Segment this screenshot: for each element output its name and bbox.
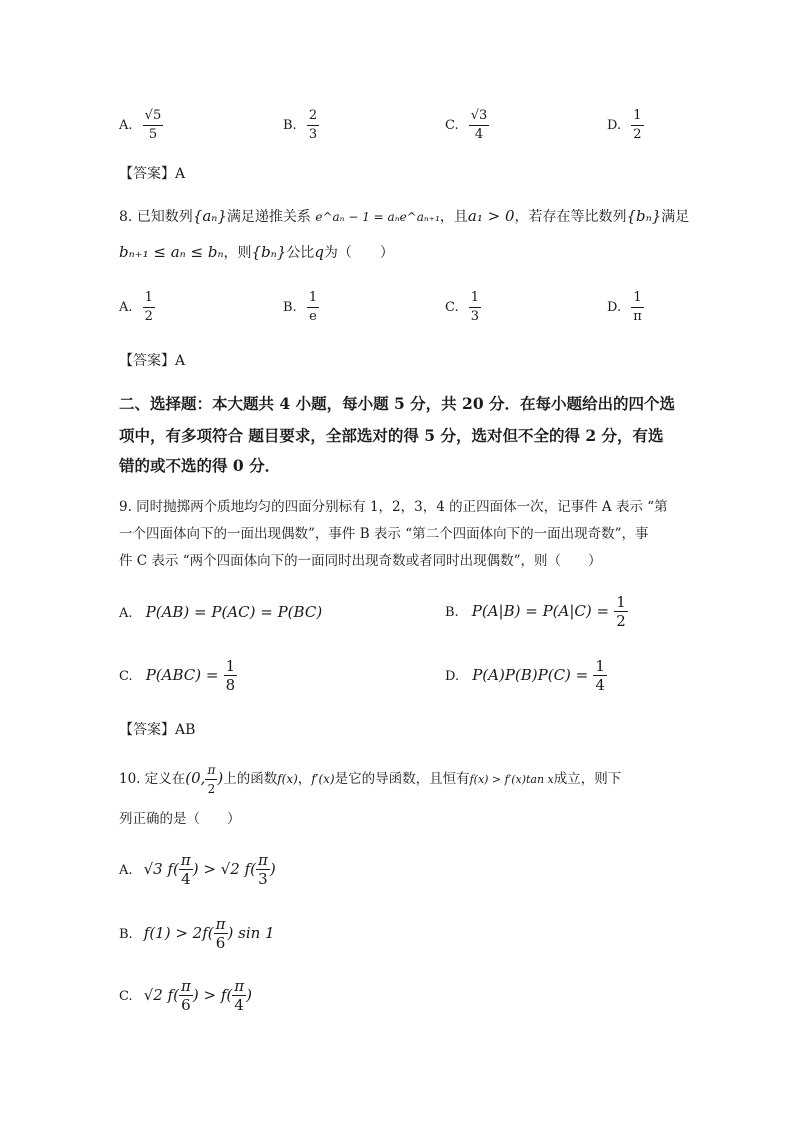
option-label: A. <box>119 300 133 315</box>
math-expr: P(A)P(B)P(C) = <box>472 666 589 684</box>
math-expr: ) > f( <box>192 986 233 1004</box>
fraction <box>307 108 319 143</box>
fraction-denominator: π <box>633 309 642 324</box>
math-expr: f′(x) <box>311 772 335 786</box>
fraction <box>631 290 644 325</box>
q8-option-c <box>445 290 481 325</box>
math-expr: P(A|B) = P(A|C) = <box>471 602 610 620</box>
question-number: 8. <box>119 209 133 225</box>
fraction-denominator: 5 <box>148 127 158 142</box>
option-label: D. <box>607 118 622 133</box>
fraction-denominator: 4 <box>181 870 191 888</box>
fraction-numerator: √5 <box>143 108 164 126</box>
fraction-numerator: 1 <box>631 108 643 126</box>
fraction <box>179 978 193 1013</box>
math-expr: {aₙ} <box>192 207 227 225</box>
math-expr: {bₙ} <box>626 207 662 225</box>
q9-option-a <box>119 602 322 621</box>
option-label: C. <box>119 989 133 1004</box>
q8-line2 <box>119 242 394 263</box>
fraction-denominator: 3 <box>258 870 268 888</box>
math-expr: f(x) <box>277 772 298 786</box>
fraction <box>307 290 319 325</box>
fraction-numerator: 1 <box>143 290 155 308</box>
fraction-numerator: √3 <box>469 108 490 126</box>
fraction-denominator: 2 <box>207 782 216 796</box>
question-number: 10. <box>119 771 141 787</box>
fraction-numerator: 1 <box>469 290 481 308</box>
fraction-numerator: π <box>181 977 191 995</box>
fraction <box>205 762 217 797</box>
fraction-denominator: 6 <box>181 996 191 1014</box>
option-label: D. <box>607 300 622 315</box>
fraction-numerator: 1 <box>307 290 319 308</box>
fraction <box>593 658 607 693</box>
fraction-denominator: 2 <box>144 309 153 324</box>
fraction <box>143 290 155 325</box>
math-expr: ) <box>269 860 276 878</box>
math-expr: ) <box>246 986 252 1004</box>
math-expr: ) > √2 f( <box>192 860 256 878</box>
math-expr: {bₙ} <box>251 243 287 261</box>
text: 已知数列 <box>136 209 193 225</box>
text: ， <box>297 771 312 787</box>
q10-option-b <box>119 916 275 951</box>
text: 为（ ） <box>323 245 394 261</box>
q9-line2: 一个四面体向下的一面出现偶数”，事件 B 表示 “第二个四面体向下的一面出现奇数”，事 <box>119 526 649 542</box>
text: 定义在 <box>144 771 186 787</box>
fraction-numerator: π <box>205 762 217 780</box>
option-label: A. <box>119 118 133 133</box>
q9-option-d <box>445 658 607 693</box>
text: 满足递推关系 <box>226 209 311 225</box>
text: 是它的导函数，且恒有 <box>334 771 470 787</box>
fraction-denominator: 4 <box>474 127 484 142</box>
math-expr: f(1) > 2f( <box>143 924 214 942</box>
fraction-numerator: 1 <box>631 290 643 308</box>
answer-q9: 【答案】AB <box>119 722 196 738</box>
fraction <box>214 916 228 951</box>
math-expr: ) <box>217 769 224 787</box>
math-expr: P(AB) = P(AC) = P(BC) <box>145 603 323 621</box>
q8-option-d <box>607 290 644 325</box>
q7-option-b <box>283 108 319 143</box>
q9-option-b <box>445 594 628 629</box>
option-label: A. <box>119 606 133 621</box>
fraction <box>143 108 164 143</box>
text: 公比 <box>286 245 315 261</box>
fraction <box>469 108 490 143</box>
fraction-numerator: 1 <box>616 593 626 611</box>
fraction-denominator: 3 <box>308 127 318 142</box>
math-expr: a₁ > 0 <box>467 207 515 225</box>
q7-option-a <box>119 108 163 143</box>
fraction-denominator: 2 <box>616 612 626 630</box>
fraction-denominator: 6 <box>215 934 226 952</box>
fraction <box>469 290 481 325</box>
text: 满足 <box>661 209 690 225</box>
text: ，且 <box>439 209 468 225</box>
q8-option-b <box>283 290 319 325</box>
fraction-numerator: π <box>234 977 245 995</box>
math-expr: f(x) > f′(x)tan x <box>469 773 554 786</box>
math-expr: √2 f( <box>143 986 179 1004</box>
option-label: D. <box>445 669 460 684</box>
option-label: A. <box>119 863 133 878</box>
fraction-denominator: 4 <box>595 676 605 694</box>
q9-option-c <box>119 658 237 693</box>
fraction <box>179 852 193 887</box>
option-label: B. <box>283 300 297 315</box>
math-expr: ) sin 1 <box>227 924 275 942</box>
q10-option-c <box>119 978 252 1013</box>
option-label: C. <box>445 118 459 133</box>
fraction <box>631 108 643 143</box>
fraction-denominator: 2 <box>633 127 642 142</box>
section-heading-line2: 项中，有多项符合 题目要求，全部选对的得 5 分，选对但不全的得 2 分，有选 <box>119 426 664 445</box>
q7-option-d <box>607 108 644 143</box>
q9-line1: 9. 同时抛掷两个质地均匀的四面分别标有 1，2，3，4 的正四面体一次，记事件 A 表示 “第 <box>119 499 668 515</box>
fraction-numerator: 2 <box>307 108 319 126</box>
fraction-numerator: π <box>258 851 268 869</box>
fraction <box>232 978 246 1013</box>
fraction <box>224 658 238 693</box>
fraction-denominator: 3 <box>470 309 480 324</box>
option-label: B. <box>119 927 133 942</box>
q9-line3: 件 C 表示 “两个四面体向下的一面同时出现奇数或者同时出现偶数”，则（ ） <box>119 553 602 569</box>
option-label: B. <box>283 118 297 133</box>
q10-line1 <box>119 762 621 797</box>
q10-option-a <box>119 852 276 887</box>
option-label: C. <box>119 669 133 684</box>
option-label: B. <box>445 605 459 620</box>
fraction <box>256 852 270 887</box>
text: 成立，则下 <box>553 771 622 787</box>
fraction-denominator: 4 <box>234 996 244 1014</box>
q10-line2: 列正确的是（ ） <box>119 811 241 827</box>
math-expr: √3 f( <box>143 860 179 878</box>
text: ，则 <box>223 245 252 261</box>
math-expr: bₙ₊₁ ≤ aₙ ≤ bₙ <box>119 243 224 261</box>
fraction-numerator: π <box>215 915 226 933</box>
section-heading-line3: 错的或不选的得 0 分． <box>119 456 281 475</box>
q7-option-c <box>445 108 489 143</box>
q8-option-a <box>119 290 155 325</box>
fraction-denominator: e <box>309 309 317 324</box>
answer-q7: 【答案】A <box>119 166 186 182</box>
fraction-numerator: 1 <box>225 657 236 675</box>
fraction <box>614 594 628 629</box>
math-expr: q <box>314 243 324 261</box>
q8-line1 <box>119 206 689 227</box>
math-expr: e^aₙ − 1 = aₙe^aₙ₊₁ <box>315 210 440 224</box>
text: ，若存在等比数列 <box>514 209 627 225</box>
text: 上的函数 <box>223 771 278 787</box>
option-label: C. <box>445 300 459 315</box>
section-heading-line1: 二、选择题：本大题共 4 小题，每小题 5 分，共 20 分．在每小题给出的四个选 <box>119 394 676 413</box>
fraction-numerator: π <box>180 851 191 869</box>
fraction-numerator: 1 <box>595 657 605 675</box>
answer-q8: 【答案】A <box>119 353 186 369</box>
math-expr: (0, <box>185 769 206 787</box>
fraction-denominator: 8 <box>225 676 236 694</box>
math-expr: P(ABC) = <box>145 666 219 684</box>
